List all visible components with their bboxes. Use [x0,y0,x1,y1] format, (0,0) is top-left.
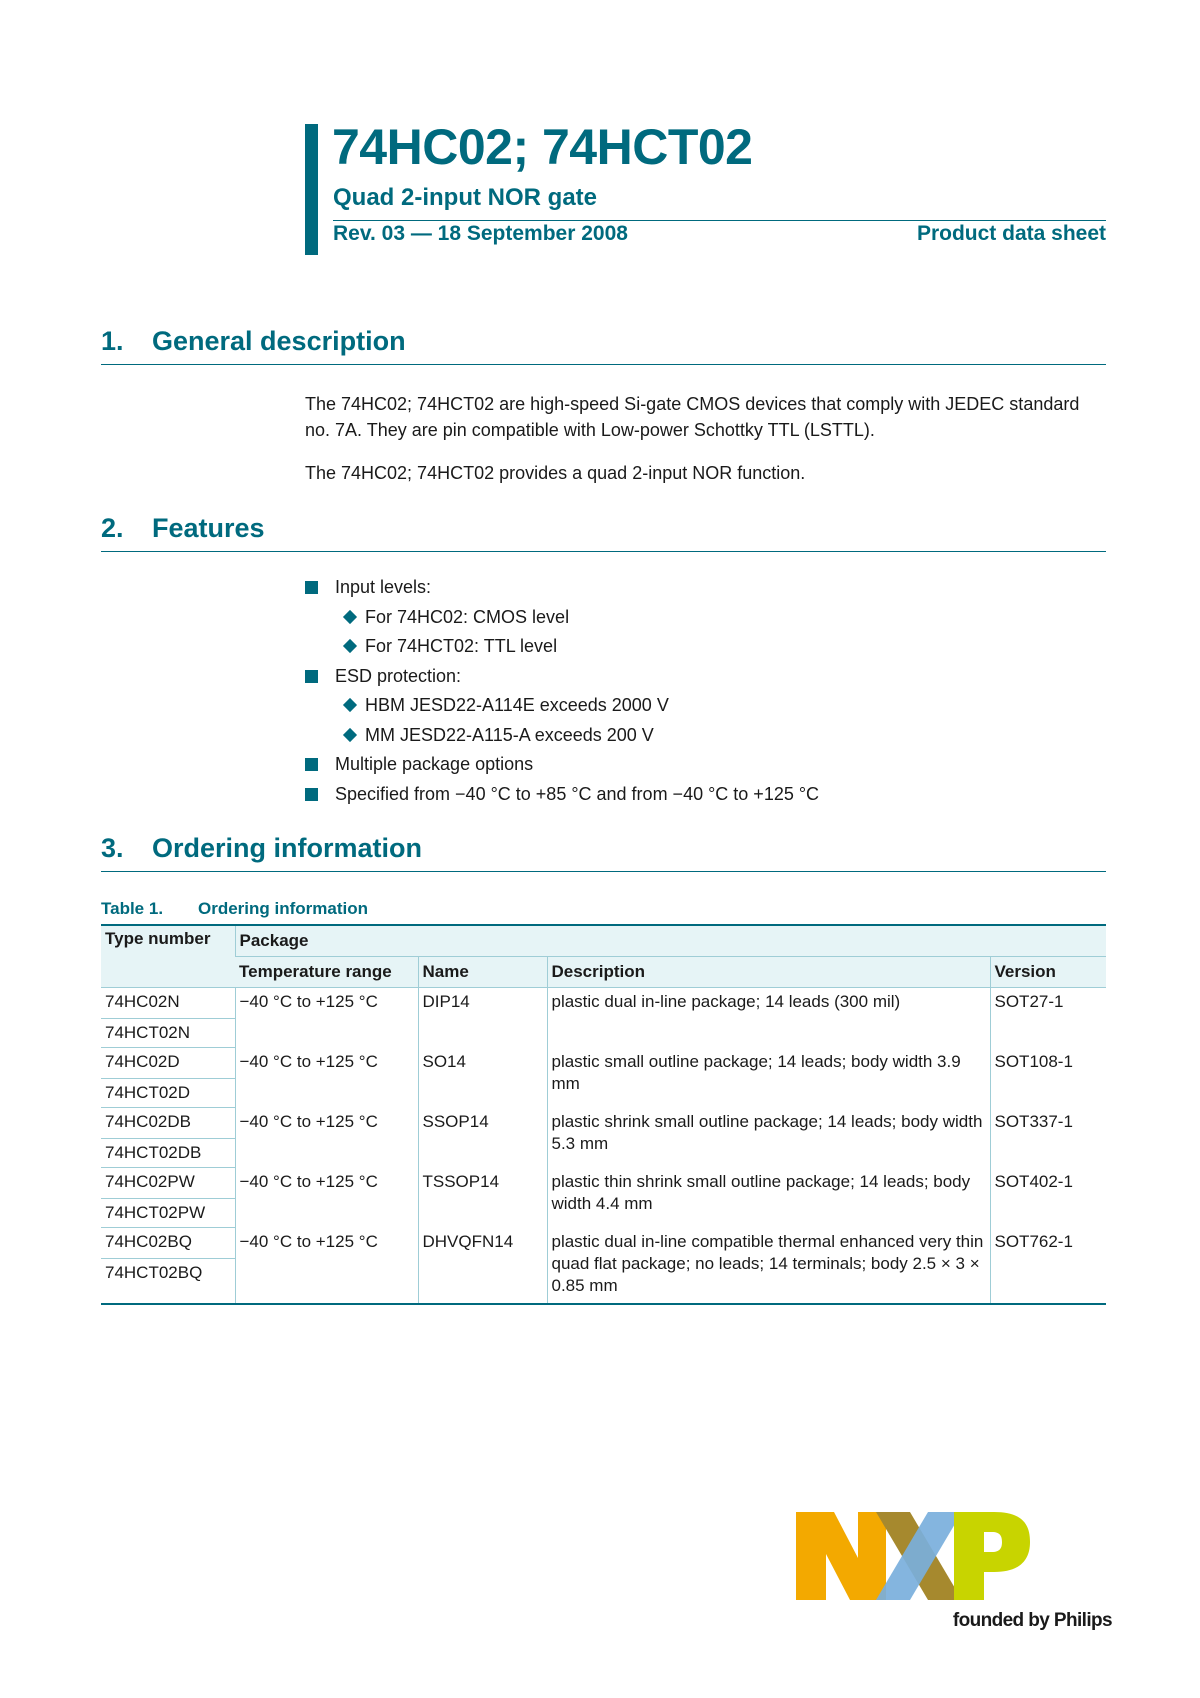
table-row [101,1048,1106,1079]
table-number: Table 1. [101,899,164,918]
revision-info: Rev. 03 — 18 September 2008 [333,222,628,245]
version-cell: SOT108-1 [990,1048,1106,1108]
section-number: 3. [101,833,124,863]
logo-n-shape [796,1512,886,1600]
section-title: Ordering information [152,833,422,863]
list-item: For 74HCT02: TTL level [305,633,1105,663]
type-number-cell: 74HCT02DB [101,1139,235,1168]
type-number-cell: 74HC02BQ [101,1228,235,1259]
table-row [101,1108,1106,1139]
table-header-row [101,925,1106,957]
description-cell: plastic thin shrink small outline package; 14 leads; body width 4.4 mm [547,1168,990,1228]
package-name-cell: DHVQFN14 [418,1228,547,1304]
version-cell: SOT762-1 [990,1228,1106,1304]
document-type: Product data sheet [916,222,1106,245]
type-number-cell: 74HC02N [101,988,235,1019]
package-name-cell: DIP14 [418,988,547,1048]
header-description: Description [547,957,990,988]
diamond-bullet-icon [343,727,357,741]
type-number-cell: 74HCT02N [101,1019,235,1048]
document-subtitle: Quad 2-input NOR gate [333,184,597,211]
table-row [101,988,1106,1019]
square-bullet-icon [305,581,318,594]
nxp-logo [794,1506,1114,1636]
section-title: General description [152,326,406,356]
section-heading-general-description [101,326,1106,365]
ordering-information-table [101,924,1106,1305]
type-number-cell: 74HCT02PW [101,1199,235,1228]
section-number: 2. [101,513,124,543]
section-number: 1. [101,326,124,356]
header-type-number: Type number [101,925,235,988]
list-item: For 74HC02: CMOS level [305,604,1105,634]
section-title: Features [152,513,265,543]
package-name-cell: SSOP14 [418,1108,547,1168]
list-item: Specified from −40 °C to +85 °C and from −40 °C to +125 °C [305,781,1105,811]
version-cell: SOT27-1 [990,988,1106,1048]
square-bullet-icon [305,788,318,801]
section-heading-features [101,513,1106,552]
temperature-cell: −40 °C to +125 °C [235,1228,418,1304]
header-version: Version [990,957,1106,988]
type-number-cell: 74HC02D [101,1048,235,1079]
logo-p-shape [954,1512,1030,1600]
type-number-cell: 74HCT02BQ [101,1259,235,1304]
temperature-cell: −40 °C to +125 °C [235,988,418,1048]
list-item: HBM JESD22-A114E exceeds 2000 V [305,692,1105,722]
type-number-cell: 74HC02PW [101,1168,235,1199]
list-item: MM JESD22-A115-A exceeds 200 V [305,722,1105,752]
temperature-cell: −40 °C to +125 °C [235,1048,418,1108]
list-item: Input levels: [305,574,1105,604]
logo-tagline: founded by Philips [952,1610,1112,1631]
general-description-paragraph-2: The 74HC02; 74HCT02 provides a quad 2-input NOR function. [305,463,806,483]
list-item: Multiple package options [305,751,1105,781]
description-cell: plastic small outline package; 14 leads; body width 3.9 mm [547,1048,990,1108]
table-row [101,1168,1106,1199]
list-item: ESD protection: [305,663,1105,693]
document-title: 74HC02; 74HCT02 [332,119,753,175]
header-package: Package [235,925,1106,957]
header-accent-bar [305,124,318,255]
header-name: Name [418,957,547,988]
version-cell: SOT402-1 [990,1168,1106,1228]
section-heading-ordering-information [101,833,1106,872]
square-bullet-icon [305,670,318,683]
type-number-cell: 74HCT02D [101,1079,235,1108]
diamond-bullet-icon [343,639,357,653]
description-cell: plastic dual in-line package; 14 leads (300 mil) [547,988,990,1048]
table-subheader-row [101,957,1106,988]
table-caption [101,899,368,919]
table-row [101,1228,1106,1259]
type-number-cell: 74HC02DB [101,1108,235,1139]
header-temperature-range: Temperature range [235,957,418,988]
version-cell: SOT337-1 [990,1108,1106,1168]
description-cell: plastic dual in-line compatible thermal enhanced very thin quad flat package; no leads; 14 terminals; body 2.5 × 3 × 0.85 mm [547,1228,990,1304]
temperature-cell: −40 °C to +125 °C [235,1168,418,1228]
square-bullet-icon [305,758,318,771]
diamond-bullet-icon [343,698,357,712]
features-list [305,574,1105,810]
temperature-cell: −40 °C to +125 °C [235,1108,418,1168]
diamond-bullet-icon [343,609,357,623]
package-name-cell: SO14 [418,1048,547,1108]
description-cell: plastic shrink small outline package; 14 leads; body width 5.3 mm [547,1108,990,1168]
table-title: Ordering information [198,899,368,918]
package-name-cell: TSSOP14 [418,1168,547,1228]
header-divider [333,220,1106,221]
general-description-paragraph-1: The 74HC02; 74HCT02 are high-speed Si-gate CMOS devices that comply with JEDEC standard no. 7A. They are pin compatible with Low-power Schottky TTL (LSTTL). [305,394,1080,440]
